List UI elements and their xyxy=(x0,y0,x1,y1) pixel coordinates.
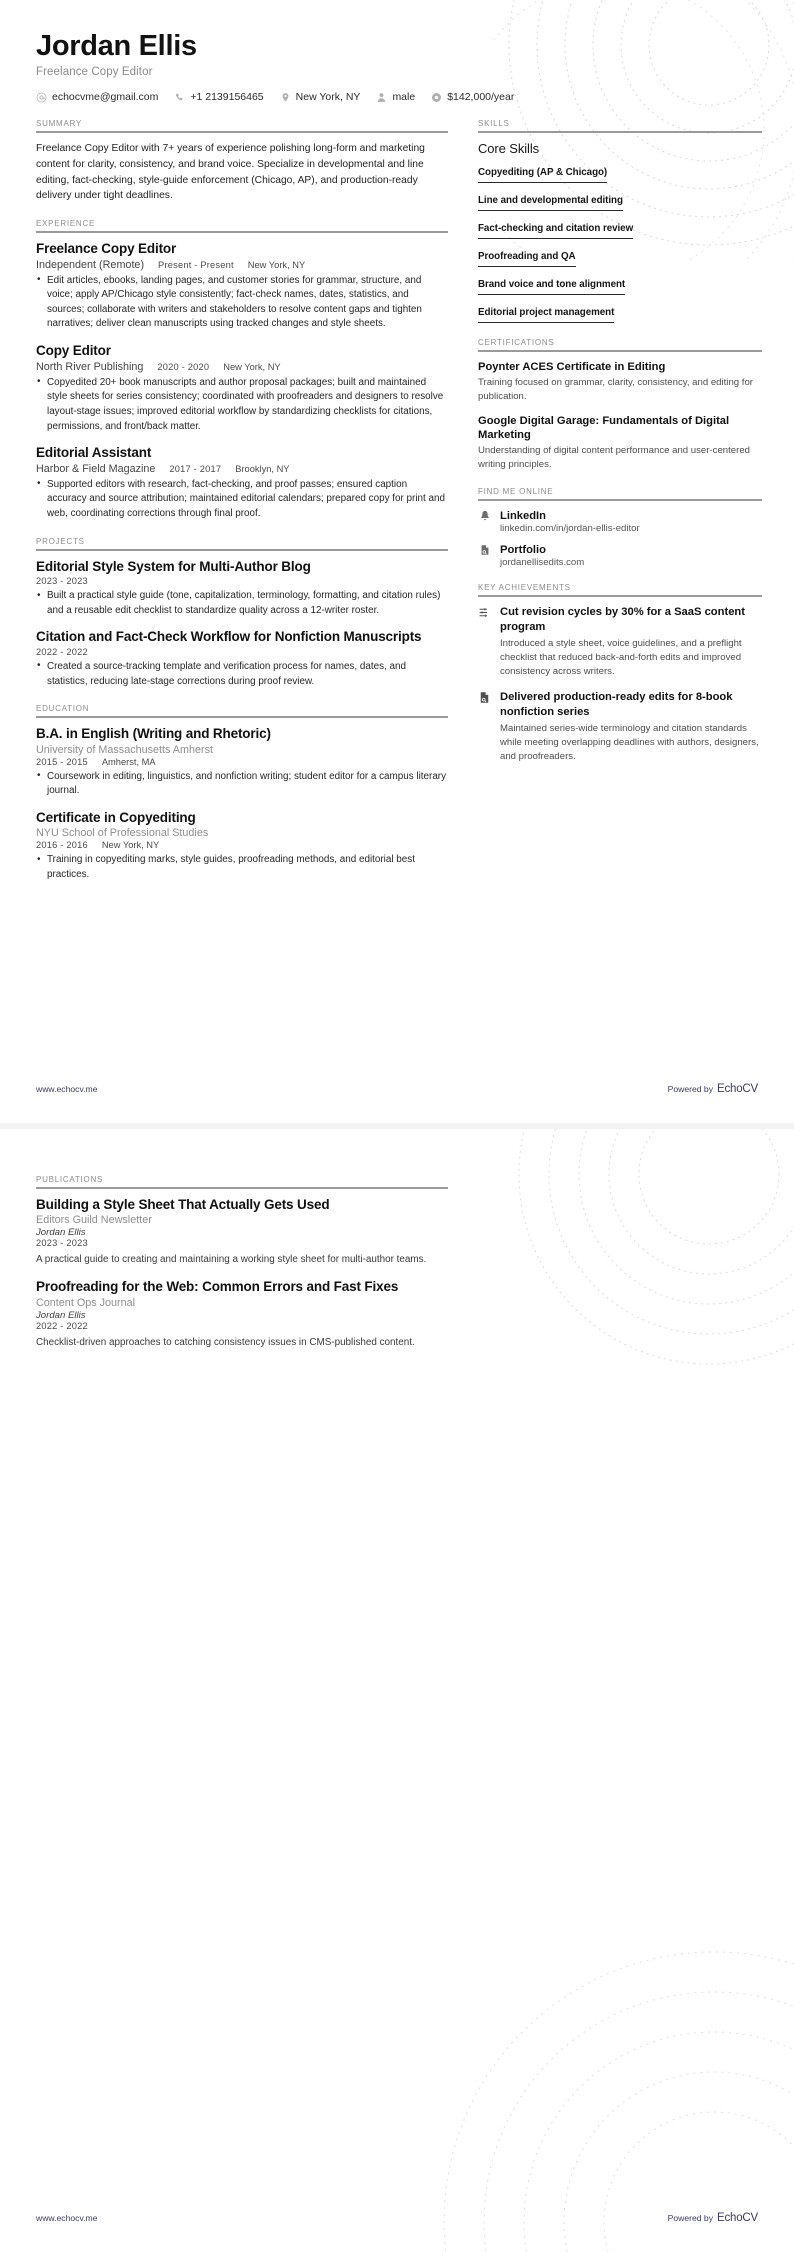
experience-org: North River Publishing xyxy=(36,360,144,373)
footer-brand: EchoCV xyxy=(717,1083,758,1095)
experience-bullets xyxy=(36,376,448,435)
education-degree: Certificate in Copyediting xyxy=(36,810,196,825)
contact-location-value: New York, NY xyxy=(295,91,361,104)
email-icon xyxy=(36,92,47,103)
online-link-portfolio[interactable] xyxy=(478,543,762,568)
page-footer xyxy=(36,2212,758,2224)
online-link-url[interactable]: jordanellisedits.com xyxy=(500,557,585,569)
bullet-item: • Supported editors with research, fact-checking, and proof passes; ensured caption accuracy and source attribution; maintained editorial calendars; prepared copy for print and web, coordinating corrections through final proof. xyxy=(36,478,448,522)
achievement-body xyxy=(500,690,762,764)
section-label-publications: PUBLICATIONS xyxy=(36,1175,104,1184)
section-summary xyxy=(36,119,448,204)
section-label-summary: SUMMARY xyxy=(36,119,82,129)
online-link-label: LinkedIn xyxy=(500,509,546,522)
page-content xyxy=(0,0,794,898)
education-degree: B.A. in English (Writing and Rhetoric) xyxy=(36,726,271,742)
bullet-item: • Created a source-tracking template and verification process for names, dates, and statistics, reducing late-stage corrections during proof review. xyxy=(36,660,448,689)
section-find-me-online xyxy=(478,487,762,568)
project-bullets xyxy=(36,660,448,689)
skill-item xyxy=(478,246,762,267)
achievement-body xyxy=(500,605,762,679)
candidate-name: Jordan Ellis xyxy=(36,30,197,62)
certification-desc: Training focused on grammar, clarity, consistency, and editing for publication. xyxy=(478,377,753,403)
experience-location: New York, NY xyxy=(247,259,306,270)
publication-author: Jordan Ellis xyxy=(36,1227,86,1239)
section-rule xyxy=(36,231,448,233)
project-entry xyxy=(36,629,448,689)
education-dates: 2016 - 2016 xyxy=(36,840,88,851)
education-dates: 2015 - 2015 xyxy=(36,756,88,767)
footer-website[interactable]: www.echocv.me xyxy=(36,1084,98,1094)
project-dates: 2022 - 2022 xyxy=(36,646,88,657)
section-label-projects: PROJECTS xyxy=(36,536,85,546)
publication-desc: A practical guide to creating and maintaining a working style sheet for multi-author teams. xyxy=(36,1254,427,1266)
education-entry xyxy=(36,810,448,883)
section-education xyxy=(36,704,448,883)
bullet-item: • Built a practical style guide (tone, capitalization, terminology, formatting, and citation rules) and a reusable edit checklist to standardize quality across a 12-writer roster. xyxy=(36,589,448,618)
experience-org: Harbor & Field Magazine xyxy=(36,462,156,475)
skill-item xyxy=(478,218,762,239)
skill-name: Editorial project management xyxy=(478,307,614,323)
contact-salary xyxy=(431,91,514,103)
publication-author: Jordan Ellis xyxy=(36,1309,86,1321)
section-key-achievements xyxy=(478,583,762,764)
experience-bullets xyxy=(36,478,448,522)
resume-page-2 xyxy=(0,1129,794,2252)
experience-bullets xyxy=(36,274,448,333)
achievement-entry xyxy=(478,690,762,764)
experience-title: Editorial Assistant xyxy=(36,445,152,461)
bullet-item: • Coursework in editing, linguistics, and nonfiction writing; student editor for a campus literary journal. xyxy=(36,770,448,799)
certification-desc: Understanding of digital content performance and user-centered writing principles. xyxy=(478,445,750,471)
section-label-skills: SKILLS xyxy=(478,119,510,129)
experience-dates: Present - Present xyxy=(158,259,234,270)
resume-page-1 xyxy=(0,0,794,1123)
skill-item xyxy=(478,274,762,295)
skill-name: Brand voice and tone alignment xyxy=(478,279,625,295)
section-experience xyxy=(36,219,448,522)
footer-website[interactable]: www.echocv.me xyxy=(36,2213,98,2223)
publication-publisher: Content Ops Journal xyxy=(36,1296,136,1309)
section-projects xyxy=(36,537,448,690)
footer-powered-by xyxy=(668,2212,758,2224)
online-link-head xyxy=(478,543,762,556)
section-label-certifications: CERTIFICATIONS xyxy=(478,338,555,348)
footer-powered-by xyxy=(668,1083,758,1095)
skill-item xyxy=(478,190,762,211)
experience-title: Copy Editor xyxy=(36,343,111,359)
section-rule xyxy=(36,1187,448,1189)
education-school: University of Massachusetts Amherst xyxy=(36,743,214,756)
candidate-role: Freelance Copy Editor xyxy=(36,66,153,79)
certification-title: Google Digital Garage: Fundamentals of Digital Marketing xyxy=(478,415,730,442)
decorative-arcs-bottom xyxy=(434,1942,794,2252)
section-label-find-me-online: FIND ME ONLINE xyxy=(478,487,554,497)
contact-gender xyxy=(376,91,415,103)
project-title: Editorial Style System for Multi-Author Blog xyxy=(36,558,311,574)
experience-entry xyxy=(36,241,448,332)
skill-item xyxy=(478,302,762,323)
experience-org: Independent (Remote) xyxy=(36,258,145,271)
section-label-education: EDUCATION xyxy=(36,704,90,714)
project-dates: 2023 - 2023 xyxy=(36,576,88,587)
skill-name: Line and developmental editing xyxy=(478,195,623,211)
experience-location: New York, NY xyxy=(223,361,281,372)
project-bullets xyxy=(36,589,448,618)
education-school: NYU School of Professional Studies xyxy=(36,827,209,840)
publication-dates: 2022 - 2022 xyxy=(36,1320,88,1331)
skill-item xyxy=(478,162,762,183)
side-column xyxy=(478,119,762,897)
project-title: Citation and Fact-Check Workflow for Nonfiction Manuscripts xyxy=(36,629,422,645)
certification-entry xyxy=(478,414,762,472)
section-rule xyxy=(36,549,448,551)
section-label-key-achievements: KEY ACHIEVEMENTS xyxy=(478,583,571,593)
education-location: Amherst, MA xyxy=(101,756,156,767)
contact-phone[interactable] xyxy=(174,91,263,103)
main-column xyxy=(36,119,448,897)
project-meta xyxy=(36,576,448,586)
publication-entry xyxy=(36,1197,448,1268)
contact-location xyxy=(280,91,361,103)
publication-desc: Checklist-driven approaches to catching consistency issues in CMS-published content. xyxy=(36,1336,415,1348)
section-rule xyxy=(478,595,762,597)
bullet-item: • Copyedited 20+ book manuscripts and author proposal packages; built and maintained style sheets for series consistency; coordinated with proofreaders and designers to resolve layout-stage issues; improved editorial workflow by standardizing checklists for citations, permissions, and front/back matter. xyxy=(36,376,448,435)
contact-gender-value: male xyxy=(392,91,416,104)
education-bullets xyxy=(36,770,448,799)
section-rule xyxy=(36,131,448,133)
experience-location: Brooklyn, NY xyxy=(235,463,290,474)
section-rule xyxy=(478,131,762,133)
section-rule xyxy=(478,350,762,352)
education-meta xyxy=(36,757,448,767)
summary-text: Freelance Copy Editor with 7+ years of experience polishing long-form and marketing content for clarity, consistency, and brand voice. Specialize in developmental and line editing, fact-checking, style-guide enforcement (Chicago, AP), and production-ready delivery under tight deadlines. xyxy=(36,143,425,202)
sliders-icon xyxy=(478,606,491,619)
skill-name: Proofreading and QA xyxy=(478,251,576,267)
experience-entry xyxy=(36,343,448,434)
linkedin-icon xyxy=(478,509,491,522)
skills-group-title: Core Skills xyxy=(478,141,540,157)
education-location: New York, NY xyxy=(101,840,160,851)
resume-header xyxy=(36,30,758,103)
achievement-desc: Maintained series-wide terminology and citation standards while meeting overlapping deadlines with authors, designers, and proofreaders. xyxy=(500,723,759,762)
experience-dates: 2017 - 2017 xyxy=(169,463,222,474)
section-certifications xyxy=(478,338,762,472)
page-content xyxy=(0,1129,794,1366)
contact-salary-value: $142,000/year xyxy=(447,91,515,104)
publication-dates: 2023 - 2023 xyxy=(36,1238,88,1249)
section-label-experience: EXPERIENCE xyxy=(36,219,96,229)
document-icon xyxy=(478,691,491,704)
project-entry xyxy=(36,559,448,619)
body-columns xyxy=(36,1175,758,1366)
publication-title: Building a Style Sheet That Actually Gets Used xyxy=(36,1197,330,1212)
main-column xyxy=(36,1175,448,1366)
experience-meta xyxy=(36,463,448,475)
achievement-entry xyxy=(478,605,762,679)
contact-email-value: echocvme@gmail.com xyxy=(52,91,159,104)
publication-publisher: Editors Guild Newsletter xyxy=(36,1214,152,1227)
certification-title: Poynter ACES Certificate in Editing xyxy=(478,361,666,374)
achievement-title: Cut revision cycles by 30% for a SaaS content program xyxy=(500,606,745,633)
bullet-item: • Training in copyediting marks, style guides, proofreading methods, and editorial best practices. xyxy=(36,853,448,882)
location-pin-icon xyxy=(280,92,291,103)
section-rule xyxy=(36,716,448,718)
contact-email[interactable] xyxy=(36,91,158,103)
bullet-item: • Edit articles, ebooks, landing pages, and customer stories for grammar, structure, and voice; apply AP/Chicago style consistently; fact-check names, dates, statistics, and sources; collaborate with writers and stakeholders to resolve content gaps and tighten narratives; deliver clean manuscripts using tracked changes and style sheets. xyxy=(36,274,448,333)
education-meta xyxy=(36,840,448,850)
footer-powered-label: Powered by xyxy=(667,2213,713,2223)
body-columns xyxy=(36,119,758,897)
person-icon xyxy=(376,92,387,103)
experience-dates: 2020 - 2020 xyxy=(157,361,210,372)
education-bullets xyxy=(36,853,448,882)
side-column xyxy=(478,1175,762,1366)
experience-title: Freelance Copy Editor xyxy=(36,241,177,257)
page-footer xyxy=(36,1083,758,1095)
online-link-head xyxy=(478,509,762,522)
achievement-desc: Introduced a style sheet, voice guidelines, and a preflight checklist that reduced back-and-forth edits and improved consistency across writers. xyxy=(500,638,742,678)
footer-brand: EchoCV xyxy=(717,2212,758,2224)
experience-entry xyxy=(36,445,448,521)
contact-row xyxy=(36,91,758,103)
skill-name: Fact-checking and citation review xyxy=(478,223,633,239)
contact-phone-value: +1 2139156465 xyxy=(190,91,264,104)
experience-meta xyxy=(36,361,448,373)
education-entry xyxy=(36,726,448,799)
skill-name: Copyediting (AP & Chicago) xyxy=(478,167,607,183)
salary-icon xyxy=(431,92,442,103)
online-link-label: Portfolio xyxy=(500,543,546,556)
certification-entry xyxy=(478,360,762,404)
portfolio-document-icon xyxy=(478,543,491,556)
publication-title: Proofreading for the Web: Common Errors and Fast Fixes xyxy=(36,1279,399,1295)
phone-icon xyxy=(174,92,185,103)
footer-powered-label: Powered by xyxy=(667,1084,713,1094)
publication-entry xyxy=(36,1279,448,1350)
online-link-linkedin[interactable] xyxy=(478,509,762,534)
project-meta xyxy=(36,647,448,657)
section-rule xyxy=(478,499,762,501)
online-link-url[interactable]: linkedin.com/in/jordan-ellis-editor xyxy=(500,523,640,535)
section-publications xyxy=(36,1175,448,1351)
experience-meta xyxy=(36,259,448,271)
section-skills xyxy=(478,119,762,323)
achievement-title: Delivered production-ready edits for 8-book nonfiction series xyxy=(500,690,733,718)
